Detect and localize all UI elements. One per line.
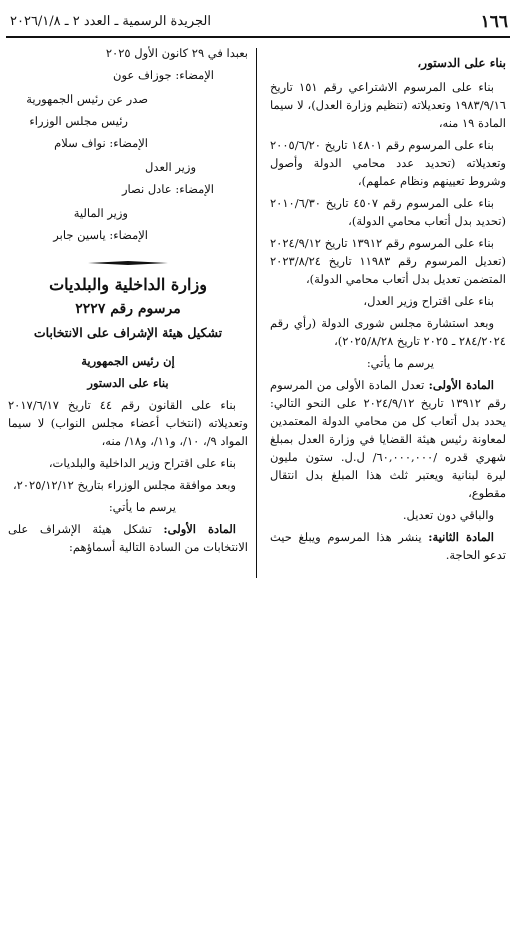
decrees-line: يرسم ما يأتي: (108, 500, 176, 514)
president-line: إن رئيس الجمهورية (81, 354, 175, 368)
decree-number: مرسوم رقم ٢٢٢٧ (75, 301, 181, 317)
header-rule (6, 36, 510, 38)
ministry-title: وزارة الداخلية والبلديات (49, 275, 207, 294)
signature-finance: الإمضاء: ياسين جابر (53, 228, 148, 242)
based-on-constitution: بناء على الدستور (87, 376, 169, 390)
section-ornament (88, 258, 168, 268)
signature-pm: الإمضاء: نواف سلام (54, 136, 148, 150)
article-1-text: تعدل المادة الأولى من المرسوم رقم ١٣٩١٢ تاريخ ٢٠٢٤/٩/١٢ على النحو التالي: يحدد بدل أتعاب كل من محامي الدولة المعتمدين لمعاونة رئيس هيئة القضايا في وزارة العدل بمبلغ شهري قدره /٦٠,٠٠٠,٠٠٠/ ل.ل. ستون مليون ليرة لبنانية ويعتبر ثلث هذا المبلغ بدل انتقال مقطوع، (270, 378, 506, 500)
page-number: ١٦٦ (480, 12, 508, 32)
right-column (270, 44, 506, 568)
issued-by: صدر عن رئيس الجمهورية (26, 92, 148, 106)
signature-justice: الإمضاء: عادل نصار (121, 182, 214, 196)
based-on-constitution: بناء على الدستور، (417, 56, 506, 70)
article-1 (270, 376, 506, 502)
recital: وبعد موافقة مجلس الوزراء بتاريخ ٢٠٢٥/١٢/١٢، (12, 478, 236, 492)
date-line: بعبدا في ٢٩ كانون الأول ٢٠٢٥ (105, 46, 248, 60)
article-1-text: تشكل هيئة الإشراف على الانتخابات من السادة التالية أسماؤهم: (8, 522, 248, 554)
left-column (8, 44, 248, 560)
remaining-unchanged: والباقي دون تعديل. (402, 508, 494, 522)
article-1-label: المادة الأولى: (428, 378, 494, 392)
article-1-label: المادة الأولى: (163, 522, 236, 536)
signature-president: الإمضاء: جوزاف عون (113, 68, 214, 82)
recital: وبعد استشارة مجلس شورى الدولة (رأي رقم ٢٨٤/٢٠٢٤ ـ ٢٠٢٥ تاريخ ٢٠٢٥/٨/٢٨)، (270, 316, 506, 348)
article-2-text: ينشر هذا المرسوم ويبلغ حيث تدعو الحاجة. (270, 530, 506, 562)
recital: بناء على المرسوم رقم ١٤٨٠١ تاريخ ٢٠٠٥/٦/٢٠ وتعديلاته (تحديد عدد محامي الدولة وأصول وشروط تعيينهم ونظام عملهم)، (270, 138, 506, 188)
article-1 (8, 520, 248, 556)
recital: بناء على اقتراح وزير العدل، (363, 294, 494, 308)
recital: بناء على المرسوم رقم ٤٥٠٧ تاريخ ٢٠١٠/٦/٣٠ (تحديد بدل أتعاب محامي الدولة)، (270, 196, 506, 228)
gazette-title: الجريدة الرسمية ـ العدد ٢ ـ ٢٠٢٦/١/٨ (10, 14, 211, 29)
column-divider (256, 48, 257, 578)
article-2 (270, 528, 506, 564)
justice-title: وزير العدل (145, 160, 196, 174)
finance-title: وزير المالية (73, 206, 128, 220)
recital: بناء على المرسوم رقم ١٣٩١٢ تاريخ ٢٠٢٤/٩/١٢ (تعديل المرسوم رقم ١١٩٨٣ تاريخ ٢٠٢٣/٨/٢٤ المتضمن تعديل بدل أتعاب محامي الدولة)، (270, 236, 506, 286)
recital: بناء على القانون رقم ٤٤ تاريخ ٢٠١٧/٦/١٧ وتعديلاته (انتخاب أعضاء مجلس النواب) لا سيما المواد ٩/، ١٠/، و١١/، و١٨/ منه، (8, 398, 248, 448)
recital: بناء على المرسوم الاشتراعي رقم ١٥١ تاريخ ١٩٨٣/٩/١٦ وتعديلاته (تنظيم وزارة العدل)، لا سيما المادة ١٩ منه، (270, 80, 506, 130)
decrees-line: يرسم ما يأتي: (366, 356, 434, 370)
article-2-label: المادة الثانية: (428, 530, 495, 544)
page-header (6, 10, 510, 36)
decree-subject: تشكيل هيئة الإشراف على الانتخابات (33, 325, 223, 340)
pm-title: رئيس مجلس الوزراء (29, 114, 128, 128)
recital: بناء على اقتراح وزير الداخلية والبلديات، (48, 456, 236, 470)
